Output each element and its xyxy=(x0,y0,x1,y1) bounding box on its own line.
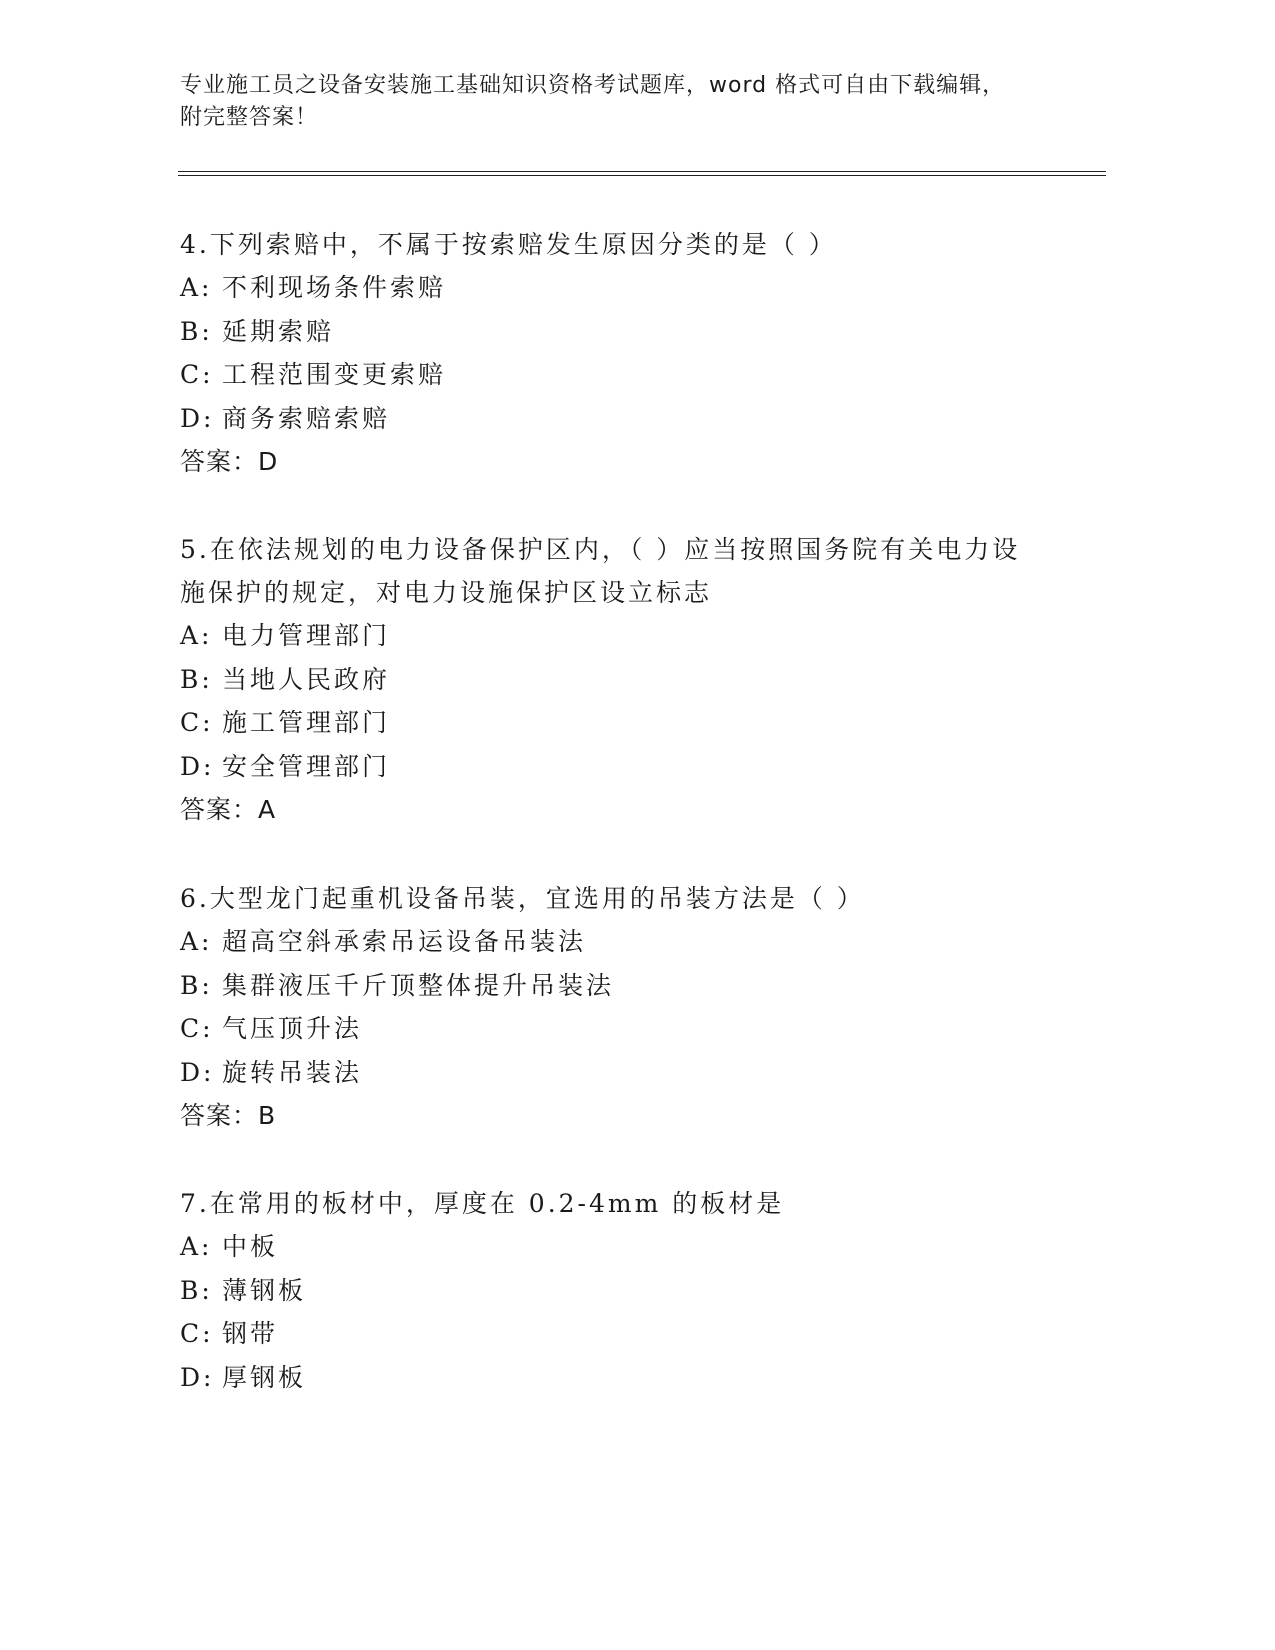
option-text: 不利现场条件索赔 xyxy=(222,273,447,302)
option-text: 安全管理部门 xyxy=(222,751,391,781)
answer-text: 答案：A xyxy=(180,795,277,824)
option-letter: D: xyxy=(180,751,215,781)
option-letter: C: xyxy=(180,360,214,389)
option-text: 电力管理部门 xyxy=(222,621,391,650)
option-a xyxy=(180,1225,1080,1269)
header-line-1: 专业施工员之设备安装施工基础知识资格考试题库，word 格式可自由下载编辑， xyxy=(180,73,1006,98)
option-text: 超高空斜承索吊运设备吊装法 xyxy=(222,927,587,956)
option-c xyxy=(180,353,1080,397)
option-text: 工程范围变更索赔 xyxy=(222,360,447,389)
option-a xyxy=(180,266,1080,310)
header-divider-top xyxy=(178,171,1106,172)
option-letter: D: xyxy=(180,403,215,433)
option-b xyxy=(180,310,1080,354)
option-letter: C: xyxy=(180,708,214,737)
option-d xyxy=(180,745,1080,789)
option-text: 集群液压千斤顶整体提升吊装法 xyxy=(222,970,615,1000)
option-text: 延期索赔 xyxy=(222,316,335,346)
option-c xyxy=(180,701,1080,745)
header-line-2: 附完整答案！ xyxy=(180,105,319,130)
question-text: 7.在常用的板材中，厚度在 0.2-4mm 的板材是 xyxy=(180,1189,785,1218)
question-5 xyxy=(180,528,1080,832)
option-d xyxy=(180,1356,1080,1400)
option-text: 当地人民政府 xyxy=(222,664,391,694)
option-letter: B: xyxy=(180,664,213,694)
option-a xyxy=(180,920,1080,964)
question-text: 5.在依法规划的电力设备保护区内，（ ）应当按照国务院有关电力设 xyxy=(180,535,1021,564)
option-d xyxy=(180,1051,1080,1095)
option-c xyxy=(180,1312,1080,1356)
option-c xyxy=(180,1007,1080,1051)
option-letter: B: xyxy=(180,1275,213,1305)
option-letter: C: xyxy=(180,1014,214,1043)
header-divider-bottom xyxy=(178,175,1106,176)
option-text: 中板 xyxy=(222,1232,279,1261)
question-4 xyxy=(180,223,1080,484)
option-letter: B: xyxy=(180,316,213,346)
answer-text: 答案：B xyxy=(180,1101,277,1130)
option-text: 旋转吊装法 xyxy=(222,1057,363,1087)
option-letter: A: xyxy=(180,273,213,302)
option-letter: A: xyxy=(180,927,213,956)
answer-text: 答案：D xyxy=(180,447,279,476)
question-text: 4.下列索赔中，不属于按索赔发生原因分类的是（ ） xyxy=(180,230,837,259)
option-text: 薄钢板 xyxy=(222,1275,307,1305)
option-a xyxy=(180,614,1080,658)
option-b xyxy=(180,964,1080,1008)
option-b xyxy=(180,1269,1080,1313)
document-header xyxy=(180,70,1060,134)
option-letter: D: xyxy=(180,1362,215,1392)
option-b xyxy=(180,658,1080,702)
option-text: 气压顶升法 xyxy=(222,1014,363,1043)
option-letter: A: xyxy=(180,621,213,650)
question-7 xyxy=(180,1182,1080,1399)
question-text-continued: 施保护的规定，对电力设施保护区设立标志 xyxy=(180,578,713,607)
option-letter: B: xyxy=(180,970,213,1000)
option-letter: C: xyxy=(180,1319,214,1348)
option-d xyxy=(180,397,1080,441)
option-text: 商务索赔索赔 xyxy=(222,403,391,433)
option-letter: A: xyxy=(180,1232,213,1261)
question-6 xyxy=(180,877,1080,1138)
option-text: 厚钢板 xyxy=(222,1362,307,1392)
option-text: 钢带 xyxy=(222,1319,279,1348)
question-text: 6.大型龙门起重机设备吊装，宜选用的吊装方法是（ ） xyxy=(180,884,865,913)
option-letter: D: xyxy=(180,1057,215,1087)
option-text: 施工管理部门 xyxy=(222,708,391,737)
